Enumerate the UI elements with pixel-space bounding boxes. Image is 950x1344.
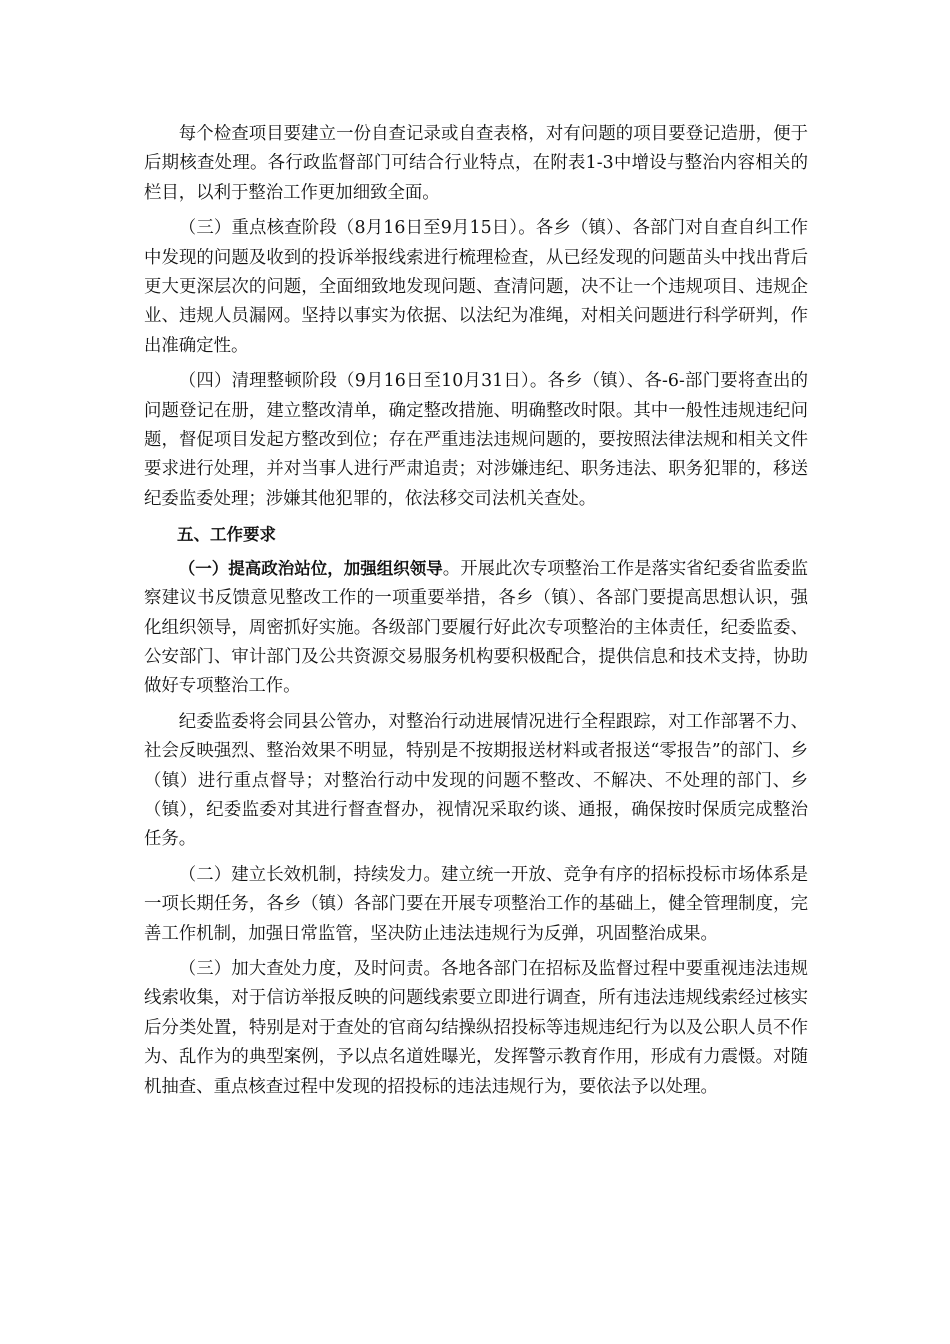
paragraph-body: 。开展此次专项整治工作是落实省纪委省监委监察建议书反馈意见整改工作的一项重要举措，各乡（镇）、各部门要提高思想认识，强化组织领导，周密抓好实施。各级部门要履行好此次专项整治的主体责任，纪委监委、公安部门、审计部门及公共资源交易服务机构要积极配合，提供信息和技术支持，协助做好专项整治工作。 [144, 558, 809, 697]
paragraph-lead-bold: （一）提高政治站位，加强组织领导 [178, 558, 443, 578]
document-page [144, 120, 808, 1108]
paragraph-cleanup-rectification-stage: （四）清理整顿阶段（9月16日至10月31日）。各乡（镇）、各-6-部门要将查出的问题登记在册，建立整改清单，确定整改措施、明确整改时限。其中一般性违规违纪问题，督促项目发起方整改到位；存在严重违法违规问题的，要按照法律法规和相关文件要求进行处理，并对当事人进行严肃追责；对涉嫌违纪、职务违法、职务犯罪的，移送纪委监委处理；涉嫌其他犯罪的，依法移交司法机关查处。 [144, 371, 808, 509]
paragraph-supervision-tracking: 纪委监委将会同县公管办，对整治行动进展情况进行全程跟踪，对工作部署不力、社会反映强烈、整治效果不明显，特别是不按期报送材料或者报送“零报告”的部门、乡（镇）进行重点督导；对整治行动中发现的问题不整改、不解决、不处理的部门、乡（镇），纪委监委对其进行督查督办，视情况采取约谈、通报，确保按时保质完成整治任务。 [144, 711, 808, 850]
paragraph-investigation-accountability: （三）加大查处力度，及时问责。各地各部门在招标及监督过程中要重视违法违规线索收集，对于信访举报反映的问题线索要立即进行调查，所有违法违规线索经过核实后分类处置，特别是对于查处的官商勾结操纵招投标等违规违纪行为以及公职人员不作为、乱作为的典型案例，予以点名道姓曝光，发挥警示教育作用，形成有力震慑。对随机抽查、重点核查过程中发现的招投标的违法违规行为，要依法予以处理。 [144, 958, 808, 1097]
section-heading-work-requirements: 五、工作要求 [177, 525, 276, 545]
paragraph-long-term-mechanism: （二）建立长效机制，持续发力。建立统一开放、竞争有序的招标投标市场体系是一项长期任务，各乡（镇）各部门要在开展专项整治工作的基础上，健全管理制度，完善工作机制，加强日常监管，坚决防止违法违规行为反弹，巩固整治成果。 [144, 864, 808, 944]
paragraph-key-verification-stage: （三）重点核查阶段（8月16日至9月15日）。各乡（镇）、各部门对自查自纠工作中发现的问题及收到的投诉举报线索进行梳理检查，从已经发现的问题苗头中找出背后更大更深层次的问题，全面细致地发现问题、查清问题，决不让一个违规项目、违规企业、违规人员漏网。坚持以事实为依据、以法纪为准绳，对相关问题进行科学研判，作出准确定性。 [144, 218, 808, 356]
paragraph-political-standing [144, 554, 808, 702]
paragraph-self-check-records: 每个检查项目要建立一份自查记录或自查表格，对有问题的项目要登记造册，便于后期核查处理。各行政监督部门可结合行业特点，在附表1-3中增设与整治内容相关的栏目，以利于整治工作更加细致全面。 [144, 124, 808, 203]
